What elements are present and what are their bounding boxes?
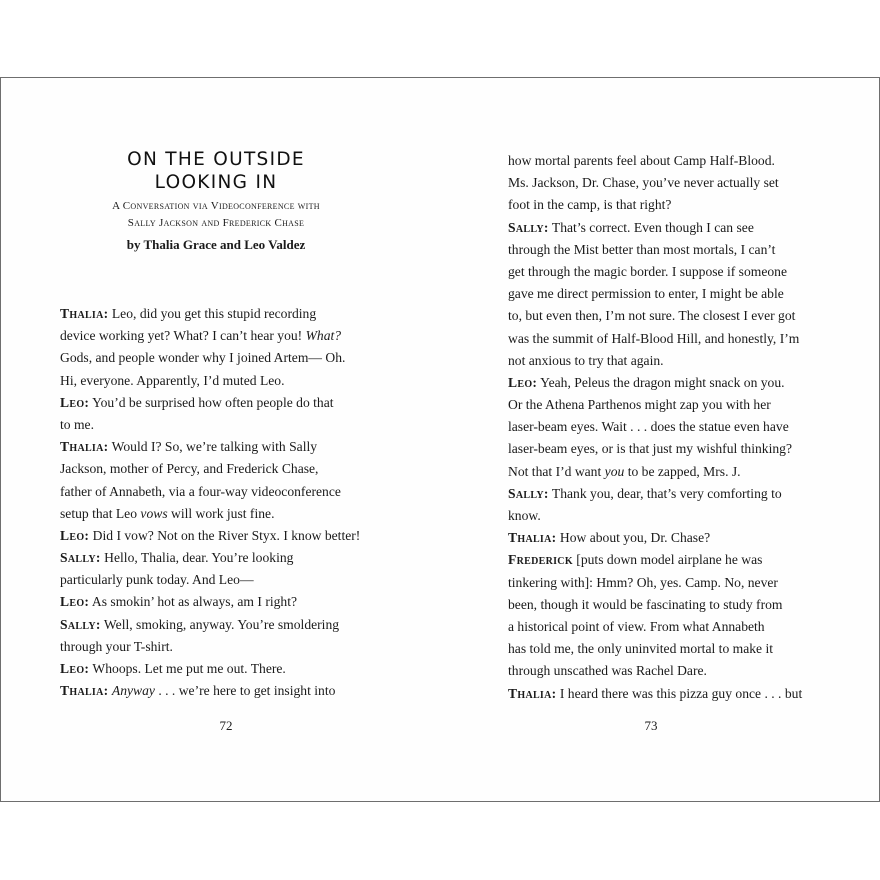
text-line	[60, 392, 360, 414]
text-line	[508, 261, 802, 283]
dialogue-text: Hello, Thalia, dear. You’re looking	[100, 550, 294, 566]
text-line	[60, 414, 360, 436]
speaker-name: Leo:	[508, 374, 538, 390]
dialogue-text: through unscathed was Rachel Dare.	[508, 663, 707, 679]
dialogue-text: has told me, the only uninvited mortal to make it	[508, 641, 774, 657]
left-page-body	[60, 303, 360, 702]
text-line	[60, 569, 360, 591]
dialogue-text: how mortal parents feel about Camp Half-Blood.	[508, 153, 775, 168]
dialogue-text: know.	[508, 508, 541, 523]
text-line	[60, 303, 360, 325]
text-line	[60, 614, 360, 636]
text-line	[508, 483, 802, 505]
dialogue-text: not anxious to try that again.	[508, 352, 664, 368]
text-line	[508, 150, 802, 172]
dialogue-text: I heard there was this pizza guy once . . . but	[556, 685, 803, 701]
dialogue-text: Did I vow? Not on the River Styx. I know better!	[89, 527, 361, 543]
text-line	[508, 572, 802, 594]
dialogue-text: setup that Leo	[60, 505, 141, 521]
dialogue-text: That’s correct. Even though I can see	[548, 219, 754, 235]
dialogue-text: particularly punk today. And Leo—	[60, 572, 254, 588]
emphasized-text: you	[604, 463, 625, 479]
speaker-name: Sally:	[60, 550, 101, 566]
text-line	[508, 660, 802, 682]
dialogue-text: get through the magic border. I suppose if someone	[508, 263, 787, 279]
subtitle-line-2: Sally Jackson and Frederick Chase	[127, 217, 305, 229]
speaker-name: Thalia:	[60, 306, 109, 321]
dialogue-text: will work just fine.	[167, 505, 275, 521]
text-line	[508, 172, 802, 194]
dialogue-text: . . . we’re here to get insight into	[154, 683, 336, 699]
text-line	[508, 350, 802, 372]
text-line	[508, 549, 802, 571]
speaker-name: Thalia:	[508, 530, 557, 546]
text-line	[60, 680, 360, 702]
dialogue-text: a historical point of view. From what Annabeth	[508, 618, 765, 634]
dialogue-text: Would I? So, we’re talking with Sally	[108, 439, 318, 455]
text-line	[508, 527, 802, 549]
text-line	[508, 638, 802, 660]
speaker-name: Leo:	[60, 594, 90, 610]
text-line	[508, 394, 802, 416]
chapter-title-line-2: LOOKING IN	[154, 172, 278, 193]
dialogue-text: through the Mist better than most mortals, I can’t	[508, 241, 776, 257]
text-line	[60, 503, 360, 525]
text-line	[60, 636, 360, 658]
speaker-name: Sally:	[508, 219, 549, 235]
dialogue-text: Yeah, Peleus the dragon might snack on you.	[537, 374, 785, 390]
text-line	[60, 436, 360, 458]
dialogue-text: device working yet? What? I can’t hear you!	[60, 328, 306, 344]
speaker-name: Thalia:	[60, 439, 109, 455]
subtitle-line-1: A Conversation via Videoconference with	[112, 200, 320, 212]
book-spread	[0, 77, 880, 802]
speaker-name: Leo:	[60, 527, 90, 543]
dialogue-text: How about you, Dr. Chase?	[556, 530, 711, 546]
text-line	[60, 370, 360, 392]
text-line	[508, 239, 802, 261]
text-line	[508, 438, 802, 460]
dialogue-text: was the summit of Half-Blood Hill, and honestly, I’m	[508, 330, 800, 346]
dialogue-text: Not that I’d want	[508, 463, 605, 479]
text-line	[60, 547, 360, 569]
dialogue-text: Thank you, dear, that’s very comforting to	[548, 485, 782, 501]
text-line	[508, 283, 802, 305]
text-line	[508, 372, 802, 394]
dialogue-text: [puts down model airplane he was	[572, 552, 763, 568]
dialogue-text: been, though it would be fascinating to study from	[508, 596, 783, 612]
dialogue-text: Whoops. Let me put me out. There.	[89, 661, 286, 676]
text-line	[508, 217, 802, 239]
text-line	[508, 305, 802, 327]
right-page-body	[508, 150, 802, 705]
chapter-subtitle	[1, 198, 431, 232]
right-page	[441, 78, 879, 801]
emphasized-text: What?	[305, 328, 342, 344]
speaker-name: Leo:	[60, 394, 90, 410]
dialogue-text: through your T-shirt.	[60, 638, 173, 654]
dialogue-text: Leo, did you get this stupid recording	[108, 306, 317, 321]
dialogue-text: Ms. Jackson, Dr. Chase, you’ve never actually set	[508, 175, 779, 191]
left-page	[1, 78, 441, 801]
text-line	[60, 325, 360, 347]
chapter-heading	[1, 148, 431, 255]
text-line	[508, 194, 802, 216]
byline: by Thalia Grace and Leo Valdez	[126, 237, 306, 252]
speaker-name: Sally:	[60, 616, 101, 632]
text-line	[60, 347, 360, 369]
speaker-name: Leo:	[60, 661, 90, 676]
speaker-name: Thalia:	[60, 683, 109, 699]
dialogue-text: laser-beam eyes. Wait . . . does the statue even have	[508, 419, 789, 435]
dialogue-text: laser-beam eyes, or is that just my wishful thinking?	[508, 441, 793, 457]
dialogue-text: You’d be surprised how often people do that	[89, 394, 334, 410]
dialogue-text: As smokin’ hot as always, am I right?	[89, 594, 298, 610]
text-line	[508, 461, 802, 483]
text-line	[60, 481, 360, 503]
speaker-name: Sally:	[508, 485, 549, 501]
emphasized-text: Anyway	[111, 683, 155, 699]
dialogue-text: Or the Athena Parthenos might zap you with her	[508, 397, 771, 413]
dialogue-text: to be zapped, Mrs. J.	[624, 463, 741, 479]
text-line	[60, 591, 360, 613]
text-line	[60, 658, 360, 680]
dialogue-text: Gods, and people wonder why I joined Artem— Oh.	[60, 350, 346, 366]
chapter-title-line-1: ON THE OUTSIDE	[127, 149, 305, 170]
dialogue-text: Jackson, mother of Percy, and Frederick Chase,	[60, 461, 319, 477]
dialogue-text: tinkering with]: Hmm? Oh, yes. Camp. No, never	[508, 574, 778, 590]
page-number-right: 73	[644, 718, 658, 733]
text-line	[508, 505, 802, 527]
emphasized-text: vows	[140, 505, 168, 521]
dialogue-text: Hi, everyone. Apparently, I’d muted Leo.	[60, 372, 285, 388]
text-line	[508, 594, 802, 616]
dialogue-text: Well, smoking, anyway. You’re smoldering	[100, 616, 340, 632]
speaker-name: Thalia:	[508, 685, 557, 701]
text-line	[60, 525, 360, 547]
text-line	[60, 458, 360, 480]
text-line	[508, 683, 802, 705]
dialogue-text: foot in the camp, is that right?	[508, 197, 672, 213]
text-line	[508, 416, 802, 438]
dialogue-text: to me.	[60, 416, 94, 432]
text-line	[508, 328, 802, 350]
dialogue-text: gave me direct permission to enter, I might be able	[508, 286, 784, 302]
text-line	[508, 616, 802, 638]
speaker-name: Frederick	[508, 552, 573, 568]
dialogue-text: father of Annabeth, via a four-way videoconference	[60, 483, 341, 499]
chapter-title	[1, 148, 431, 194]
page-number-left: 72	[219, 718, 233, 733]
dialogue-text: to, but even then, I’m not sure. The closest I ever got	[508, 308, 796, 324]
